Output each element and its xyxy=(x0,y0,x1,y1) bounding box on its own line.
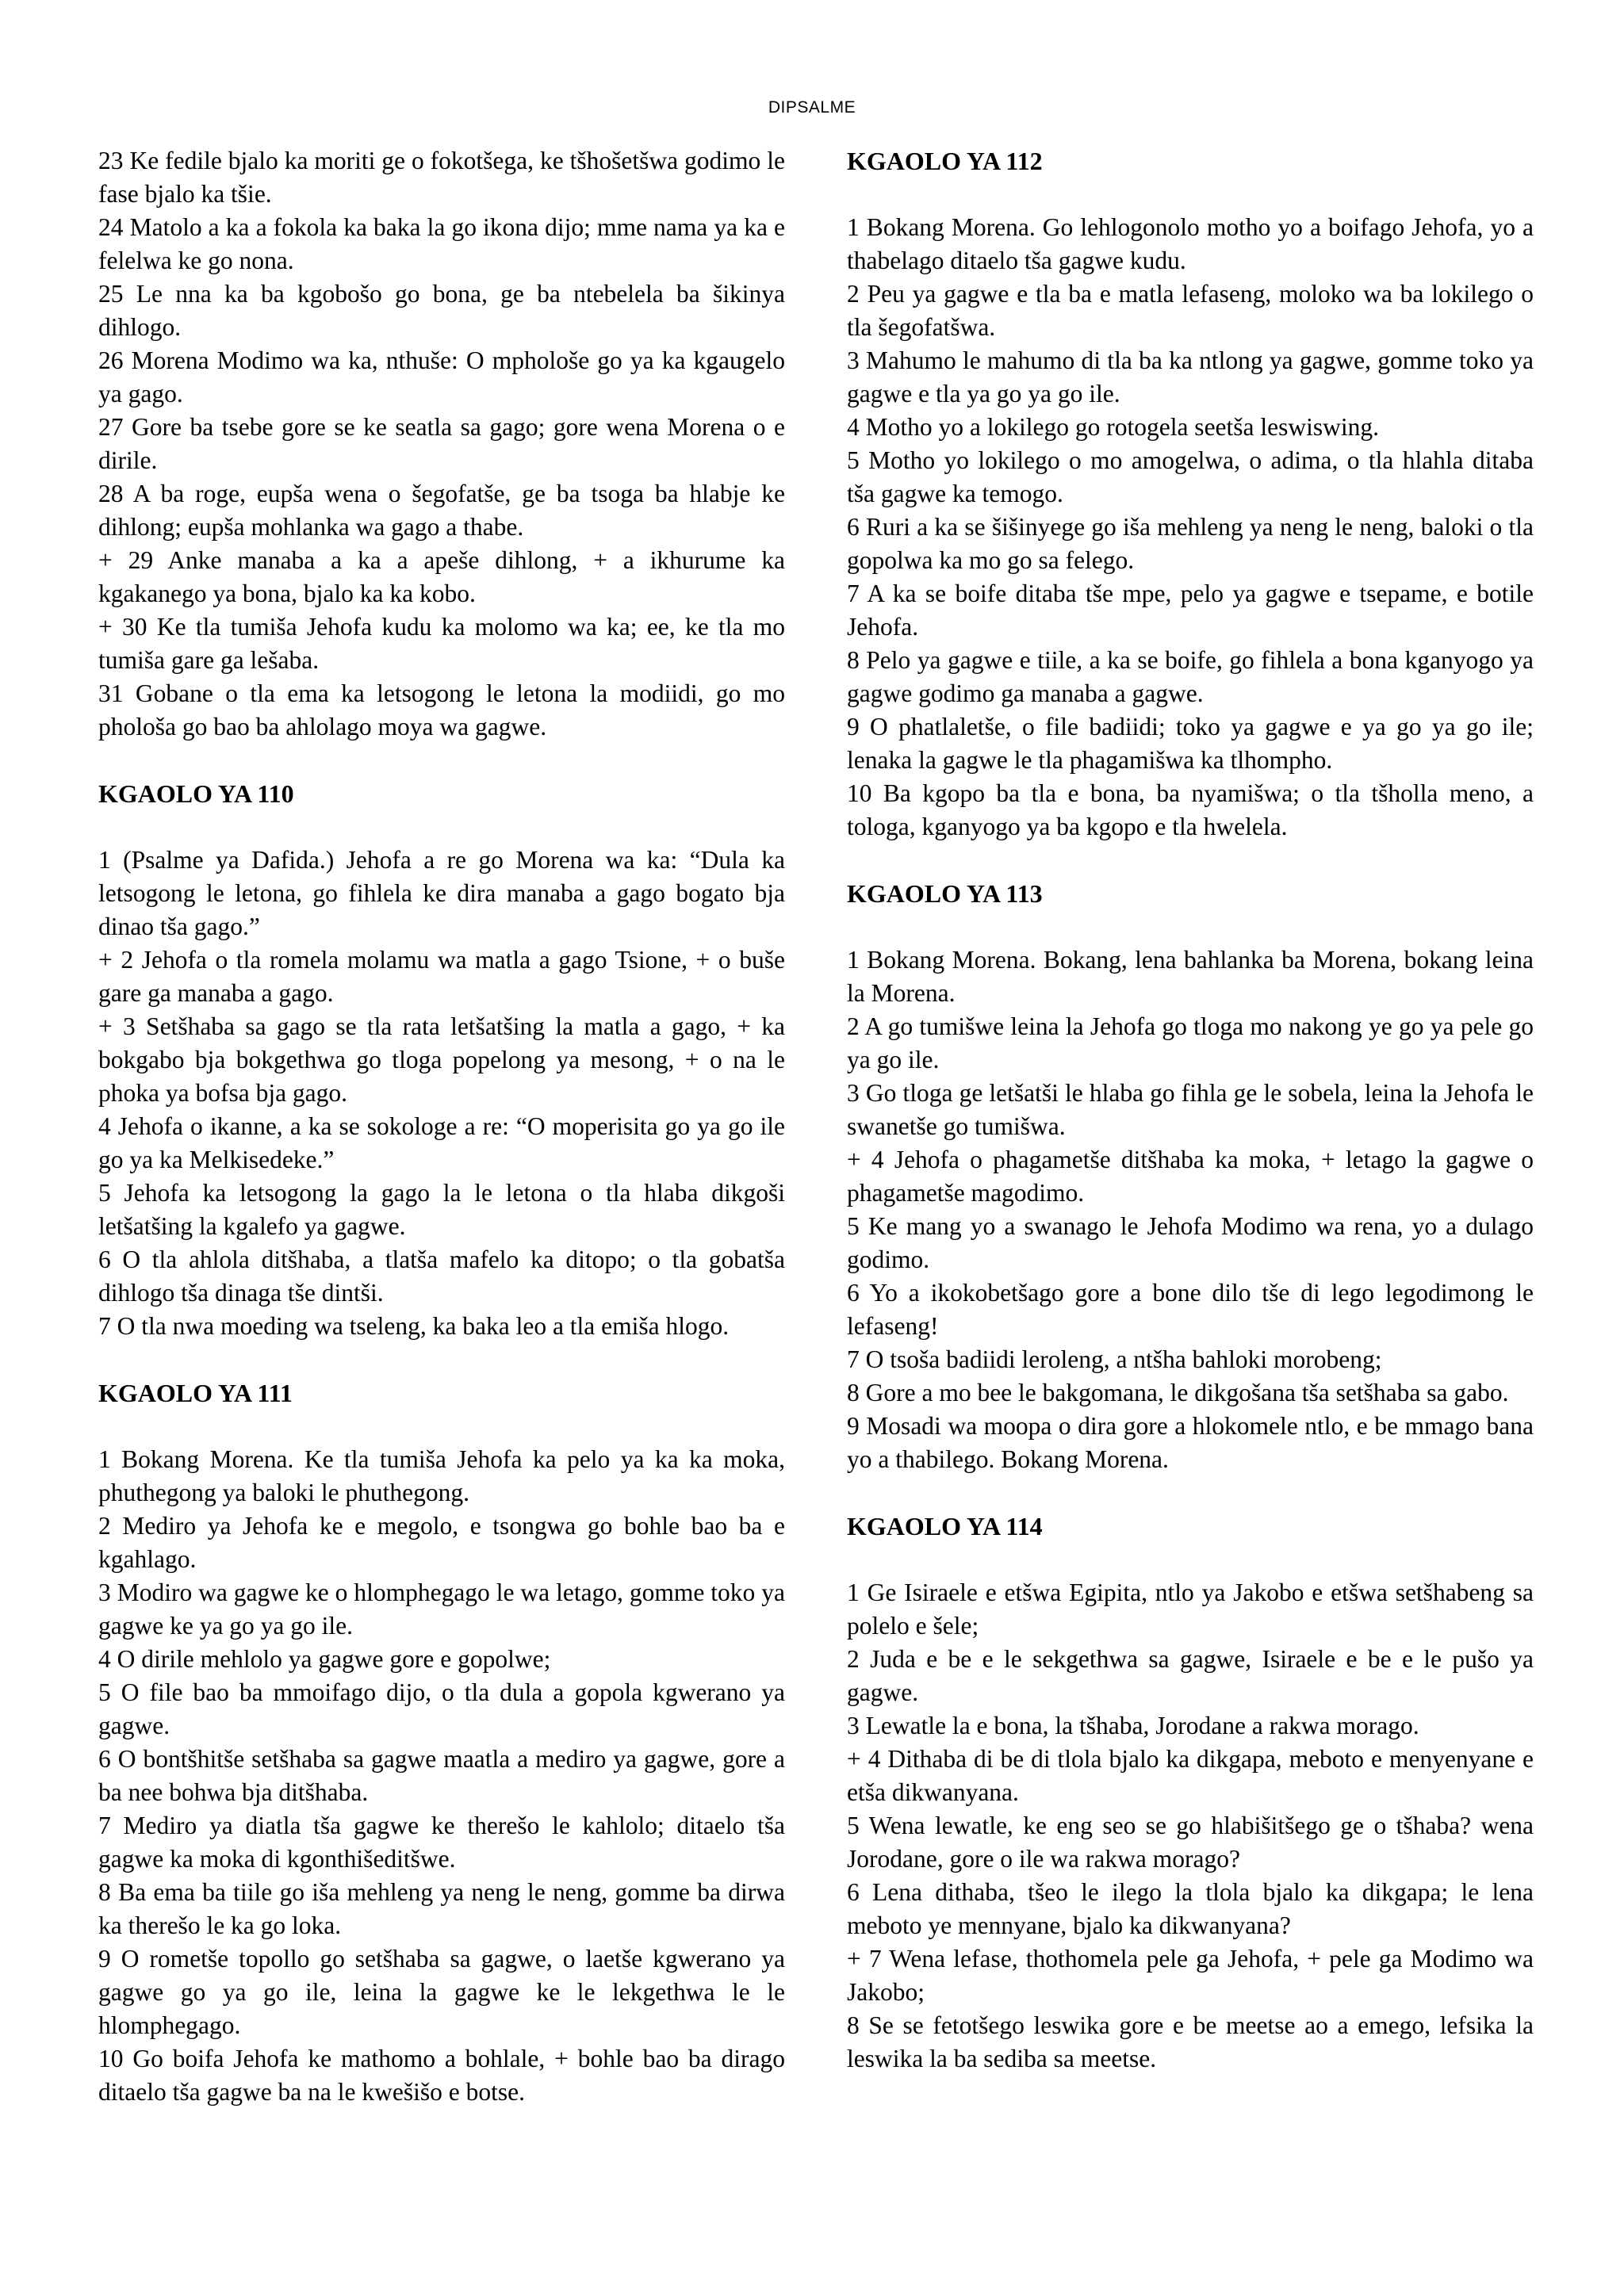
verse: 5 Motho yo lokilego o mo amogelwa, o adima, o tla hlahla ditaba tša gagwe ka temogo. xyxy=(847,446,1534,507)
verse: 3 Mahumo le mahumo di tla ba ka ntlong ya gagwe, gomme toko ya gagwe e tla ya go ya go ile. xyxy=(847,346,1534,408)
verse: 2 Peu ya gagwe e tla ba e matla lefaseng, moloko wa ba lokilego o tla šegofatšwa. xyxy=(847,280,1534,341)
verse: 3 Go tloga ge letšatši le hlaba go fihla ge le sobela, leina la Jehofa le swanetše go tumišwa. xyxy=(847,1079,1534,1140)
verse: + 4 Jehofa o phagametše ditšhaba ka moka, + letago la gagwe o phagametše magodimo. xyxy=(847,1146,1534,1207)
verse: 10 Ba kgopo ba tla e bona, ba nyamišwa; o tla tšholla meno, a tologa, kganyogo ya ba kgopo e tla hwelela. xyxy=(847,779,1534,840)
verse: + 2 Jehofa o tla romela molamu wa matla a gago Tsione, + o buše gare ga manaba a gago. xyxy=(98,946,785,1007)
verse: + 4 Dithaba di be di tlola bjalo ka dikgapa, meboto e menyenyane e etša dikwanyana. xyxy=(847,1745,1534,1806)
running-head: DIPSALME xyxy=(768,98,856,117)
chapter-112-verses xyxy=(847,211,1534,844)
verse: 8 Se se fetotšego leswika gore e be meetse ao a emego, lefsika la leswika la ba sediba sa meetse. xyxy=(847,2011,1534,2072)
verse: 7 O tsoša badiidi leroleng, a ntšha bahloki morobeng; xyxy=(847,1345,1382,1373)
verse: 5 Wena lewatle, ke eng seo se go hlabišitšego ge o tšhaba? wena Jorodane, gore o ile wa rakwa morago? xyxy=(847,1812,1534,1873)
verse: + 7 Wena lefase, thothomela pele ga Jehofa, + pele ga Modimo wa Jakobo; xyxy=(847,1945,1534,2006)
verse: 7 A ka se boife ditaba tše mpe, pelo ya gagwe e tsepame, e botile Jehofa. xyxy=(847,580,1534,641)
chapter-113-verses xyxy=(847,943,1534,1476)
verse: 6 Yo a ikokobetšago gore a bone dilo tše di lego legodimong le lefaseng! xyxy=(847,1279,1534,1340)
verse: 5 Jehofa ka letsogong la gago la le letona o tla hlaba dikgoši letšatšing la kgalefo ya gagwe. xyxy=(98,1179,785,1240)
verse: 1 Ge Isiraele e etšwa Egipita, ntlo ya Jakobo e etšwa setšhabeng sa polelo e šele; xyxy=(847,1578,1534,1640)
chapter-heading-111: KGAOLO YA 111 xyxy=(98,1379,293,1407)
verse: 1 Bokang Morena. Bokang, lena bahlanka ba Morena, bokang leina la Morena. xyxy=(847,946,1534,1007)
verse: 4 Jehofa o ikanne, a ka se sokologe a re: “O moperisita go ya go ile go ya ka Melkisedeke.” xyxy=(98,1112,785,1173)
verse: 7 Mediro ya diatla tša gagwe ke therešo le kahlolo; ditaelo tša gagwe ka moka di kgonthišeditšwe. xyxy=(98,1812,785,1873)
verse: 9 Mosadi wa moopa o dira gore a hlokomele ntlo, e be mmago bana yo a thabilego. Bokang Morena. xyxy=(847,1412,1534,1473)
verse: 7 O tla nwa moeding wa tseleng, ka baka leo a tla emiša hlogo. xyxy=(98,1312,730,1340)
chapter-heading-113: KGAOLO YA 113 xyxy=(847,879,1043,908)
psalm-109-continuation xyxy=(98,144,785,744)
verse: 6 O bontšhitše setšhaba sa gagwe maatla a mediro ya gagwe, gore a ba nee bohwa bja ditšhaba. xyxy=(98,1745,785,1806)
verse: 2 A go tumišwe leina la Jehofa go tloga mo nakong ye go ya pele go ya go ile. xyxy=(847,1012,1534,1073)
verse: 5 Ke mang yo a swanago le Jehofa Modimo wa rena, yo a dulago godimo. xyxy=(847,1212,1534,1273)
verse: 10 Go boifa Jehofa ke mathomo a bohlale, + bohle bao ba dirago ditaelo tša gagwe ba na le kwešišo e botse. xyxy=(98,2045,785,2106)
verse: 2 Juda e be e le sekgethwa sa gagwe, Isiraele e be e le pušo ya gagwe. xyxy=(847,1645,1534,1706)
verse: 1 Bokang Morena. Go lehlogonolo motho yo a boifago Jehofa, yo a thabelago ditaelo tša gagwe kudu. xyxy=(847,213,1534,274)
chapter-110-verses xyxy=(98,844,785,1343)
verse: 8 Ba ema ba tiile go iša mehleng ya neng le neng, gomme ba dirwa ka therešo le ka go loka. xyxy=(98,1878,785,1939)
verse: 5 O file bao ba mmoifago dijo, o tla dula a gopola kgwerano ya gagwe. xyxy=(98,1678,785,1739)
chapter-heading-110: KGAOLO YA 110 xyxy=(98,779,294,808)
chapter-111-verses xyxy=(98,1443,785,2109)
chapter-heading-114: KGAOLO YA 114 xyxy=(847,1512,1043,1540)
verse: 4 Motho yo a lokilego go rotogela seetša leswiswing. xyxy=(847,413,1380,441)
verse: 2 Mediro ya Jehofa ke e megolo, e tsongwa go bohle bao ba e kgahlago. xyxy=(98,1512,785,1573)
left-column xyxy=(98,144,785,2109)
verse: 3 Modiro wa gagwe ke o hlomphegago le wa letago, gomme toko ya gagwe ke ya go ya go ile. xyxy=(98,1578,785,1640)
verse: + 30 Ke tla tumiša Jehofa kudu ka molomo wa ka; ee, ke tla mo tumiša gare ga lešaba. xyxy=(98,613,785,674)
verse: 6 O tla ahlola ditšhaba, a tlatša mafelo ka ditopo; o tla gobatša dihlogo tša dinaga tše dintši. xyxy=(98,1246,785,1307)
verse: 27 Gore ba tsebe gore se ke seatla sa gago; gore wena Morena o e dirile. xyxy=(98,413,785,474)
verse: 23 Ke fedile bjalo ka moriti ge o fokotšega, ke tšhošetšwa godimo le fase bjalo ka tšie. xyxy=(98,147,785,208)
verse: 31 Gobane o tla ema ka letsogong le letona la modiidi, go mo phološa go bao ba ahlolago moya wa gagwe. xyxy=(98,679,785,740)
verse: 1 (Psalme ya Dafida.) Jehofa a re go Morena wa ka: “Dula ka letsogong le letona, go fihlela ke dira manaba a gago bogato bja dinao tša gago.” xyxy=(98,846,785,940)
verse: 4 O dirile mehlolo ya gagwe gore e gopolwe; xyxy=(98,1645,551,1673)
verse: + 29 Anke manaba a ka a apeše dihlong, + a ikhurume ka kgakanego ya bona, bjalo ka ka kobo. xyxy=(98,546,785,607)
verse: 3 Lewatle la e bona, la tšhaba, Jorodane a rakwa morago. xyxy=(847,1712,1419,1739)
verse: 8 Pelo ya gagwe e tiile, a ka se boife, go fihlela a bona kganyogo ya gagwe godimo ga manaba a gagwe. xyxy=(847,646,1534,707)
verse: 9 O phatlaletše, o file badiidi; toko ya gagwe e ya go ya go ile; lenaka la gagwe le tla phagamišwa ka tlhompho. xyxy=(847,713,1534,774)
verse: 28 A ba roge, eupša wena o šegofatše, ge ba tsoga ba hlabje ke dihlong; eupša mohlanka wa gago a thabe. xyxy=(98,480,785,541)
chapter-114-verses xyxy=(847,1576,1534,2076)
verse: 8 Gore a mo bee le bakgomana, le dikgošana tša setšhaba sa gabo. xyxy=(847,1379,1509,1406)
chapter-heading-112: KGAOLO YA 112 xyxy=(847,147,1043,175)
verse: 24 Matolo a ka a fokola ka baka la go ikona dijo; mme nama ya ka e felelwa ke go nona. xyxy=(98,213,785,274)
verse: 6 Ruri a ka se šišinyege go iša mehleng ya neng le neng, baloki o tla gopolwa ka mo go sa felego. xyxy=(847,513,1534,574)
verse: 25 Le nna ka ba kgobošo go bona, ge ba ntebelela ba šikinya dihlogo. xyxy=(98,280,785,341)
verse: 6 Lena dithaba, tšeo le ilego la tlola bjalo ka dikgapa; le lena meboto ye mennyane, bjalo ka dikwanyana? xyxy=(847,1878,1534,1939)
verse: 1 Bokang Morena. Ke tla tumiša Jehofa ka pelo ya ka ka moka, phuthegong ya baloki le phuthegong. xyxy=(98,1445,785,1506)
right-column xyxy=(847,144,1534,2076)
verse: + 3 Setšhaba sa gago se tla rata letšatšing la matla a gago, + ka bokgabo bja bokgethwa go tloga popelong ya mesong, + o na le phoka ya bofsa bja gago. xyxy=(98,1012,785,1107)
verse: 26 Morena Modimo wa ka, nthuše: O mphološe go ya ka kgaugelo ya gago. xyxy=(98,346,785,408)
verse: 9 O rometše topollo go setšhaba sa gagwe, o laetše kgwerano ya gagwe go ya go ile, leina la gagwe ke le lekgethwa le le hlomphegago. xyxy=(98,1945,785,2039)
